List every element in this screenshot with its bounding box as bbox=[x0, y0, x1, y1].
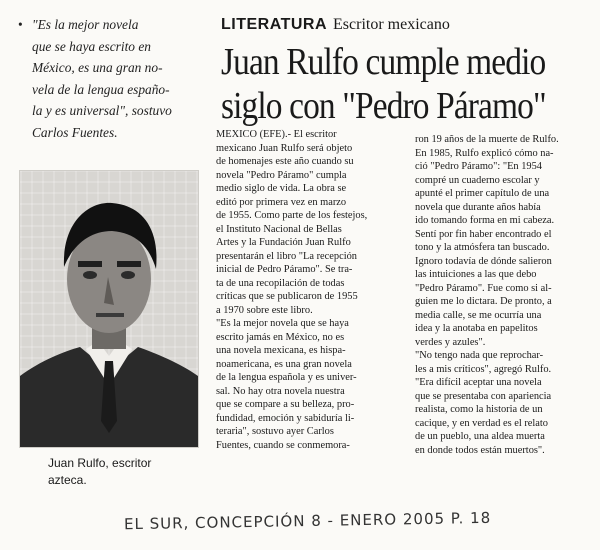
article-line: cacique, y en verdad es el relato bbox=[415, 417, 548, 429]
article-line: Fuentes, cuando se conmemora- bbox=[216, 439, 350, 451]
article-line: a 1970 sobre este libro. bbox=[216, 304, 313, 316]
article-line: En 1985, Rulfo explicó cómo na- bbox=[415, 147, 554, 159]
article-line: "No tengo nada que reprochar- bbox=[415, 350, 544, 361]
article-line: guien me lo dictara. De pronto, a bbox=[415, 296, 552, 307]
article-line: ron 19 años de la muerte de Rulfo. bbox=[415, 134, 559, 145]
headline bbox=[221, 40, 555, 128]
article-column-1 bbox=[216, 128, 408, 452]
photo-caption bbox=[48, 455, 188, 489]
article-line: Artes y la Fundación Juan Rulfo bbox=[216, 237, 351, 248]
article-line: escrito jamás en México, no es bbox=[216, 331, 345, 343]
bullet-glyph: • bbox=[18, 17, 23, 32]
pull-quote bbox=[20, 14, 200, 143]
article-line: tono y la atmósfera tan buscado. bbox=[415, 242, 550, 253]
article-line: mexicano Juan Rulfo será objeto bbox=[216, 142, 353, 154]
article-line: ido tomando forma en mi cabeza. bbox=[415, 215, 555, 226]
article-line: compré un cuaderno escolar y bbox=[415, 174, 540, 186]
article-line: Ignoro todavía de dónde salieron bbox=[415, 255, 552, 267]
caption-line: azteca. bbox=[48, 473, 87, 487]
quote-line: vela de la lengua españo- bbox=[32, 81, 170, 97]
author-photo bbox=[19, 170, 199, 448]
article-line: "Era difícil aceptar una novela bbox=[415, 377, 542, 388]
article-line: una novela mexicana, es hispa- bbox=[216, 345, 346, 356]
article-line: Sentí por fin haber encontrado el bbox=[415, 228, 552, 240]
article-line: presentarán el libro "La recepción bbox=[216, 250, 357, 262]
article-line: ció "Pedro Páramo": "En 1954 bbox=[415, 161, 543, 172]
article-line: medio siglo de vida. La obra se bbox=[216, 183, 347, 194]
article-line: de un pueblo, una aldea muerta bbox=[415, 431, 545, 442]
article-line: las intuiciones a las que debo bbox=[415, 269, 537, 280]
article-line: inicial de Pedro Páramo". Se tra- bbox=[216, 264, 353, 275]
article-line: ta de una recopilación de todas bbox=[216, 277, 345, 289]
section-kicker bbox=[221, 16, 450, 34]
quote-line: "Es la mejor novela bbox=[32, 17, 139, 32]
article-line: sal. No hay otra novela nuestra bbox=[216, 385, 345, 397]
article-line: MEXICO (EFE).- El escritor bbox=[216, 129, 337, 140]
article-line: fundidad, emoción y sabiduría li- bbox=[216, 412, 355, 424]
article-column-2 bbox=[415, 133, 597, 457]
article-line: idea y la anotaba en papelitos bbox=[415, 323, 538, 334]
article-line: realista, como la historia de un bbox=[415, 404, 543, 415]
article-line: noamericana, es una gran novela bbox=[216, 358, 352, 370]
handwritten-source-note: EL SUR, CONCEPCIÓN 8 - ENERO 2005 P. 18 bbox=[123, 508, 492, 534]
headline-line: Juan Rulfo cumple medio bbox=[221, 41, 546, 83]
quote-line: la y es universal", sostuvo bbox=[32, 103, 172, 118]
article-line: de la lengua española y es univer- bbox=[216, 372, 357, 383]
portrait-illustration bbox=[20, 171, 198, 447]
article-line: les a mis críticos", agregó Rulfo. bbox=[415, 363, 552, 375]
quote-line: México, es una gran no- bbox=[32, 60, 163, 75]
section-label: LITERATURA bbox=[221, 16, 328, 33]
article-line: críticas que se publicaron de 1955 bbox=[216, 291, 358, 302]
article-line: el Instituto Nacional de Bellas bbox=[216, 223, 342, 235]
article-line: en donde todos están muertos". bbox=[415, 444, 545, 456]
article-line: apunté el primer capítulo de una bbox=[415, 188, 550, 199]
article-line: "Pedro Páramo". Fue como si al- bbox=[415, 282, 552, 294]
article-line: editó por primera vez en marzo bbox=[216, 196, 347, 208]
article-line: "Es la mejor novela que se haya bbox=[216, 318, 349, 329]
quote-line: que se haya escrito en bbox=[32, 38, 151, 54]
article-line: que se compare a su belleza, pro- bbox=[216, 399, 355, 410]
article-line: media calle, se me ocurría una bbox=[415, 309, 542, 321]
subsection-label: Escritor mexicano bbox=[333, 16, 450, 33]
article-line: novela "Pedro Páramo" cumpla bbox=[216, 169, 347, 181]
article-line: novela que durante años había bbox=[415, 201, 541, 213]
headline-line: siglo con "Pedro Páramo" bbox=[221, 85, 546, 127]
caption-line: Juan Rulfo, escritor bbox=[48, 456, 152, 470]
article-line: que se presentaba con apariencia bbox=[415, 390, 552, 402]
article-line: de 1955. Como parte de los festejos, bbox=[216, 210, 368, 221]
quote-line: Carlos Fuentes. bbox=[32, 124, 118, 140]
article-line: verdes y azules". bbox=[415, 336, 486, 348]
article-line: teraria", sostuvo ayer Carlos bbox=[216, 426, 334, 437]
article-line: de homenajes este año cuando su bbox=[216, 156, 354, 167]
